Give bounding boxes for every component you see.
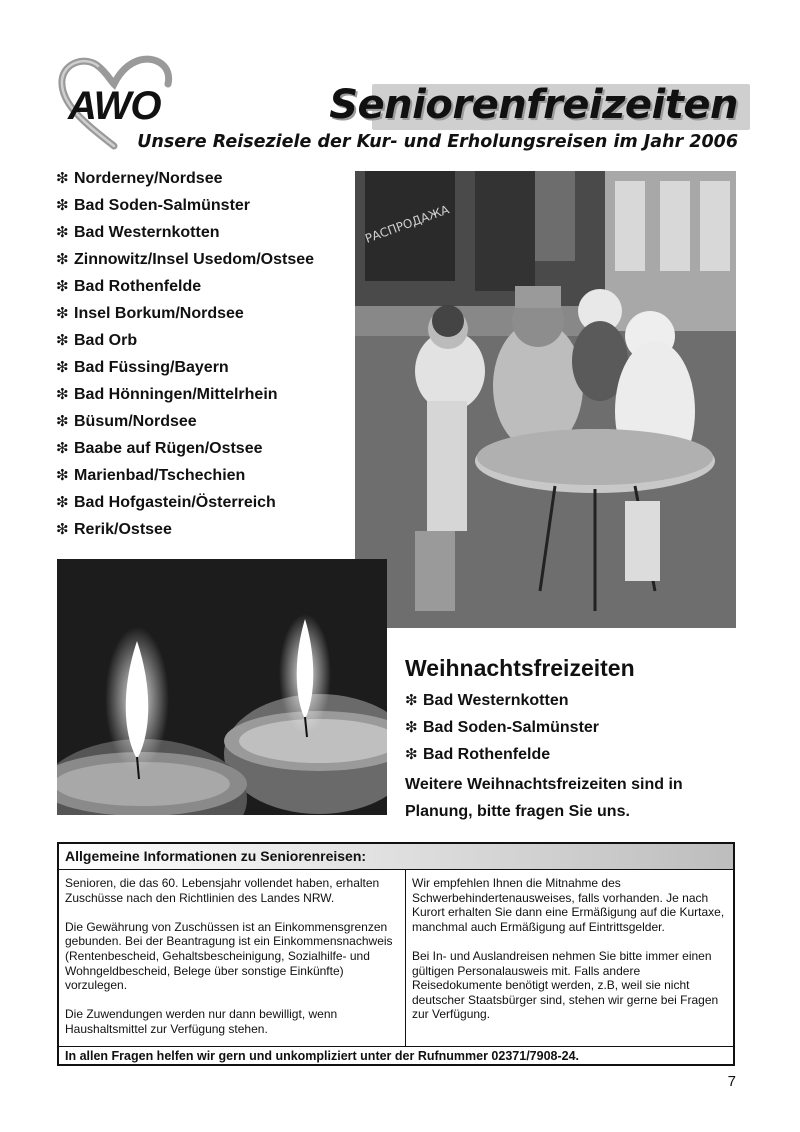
asterisk-icon: ❇ <box>56 224 69 241</box>
list-item <box>56 357 314 384</box>
info-paragraph: Senioren, die das 60. Lebensjahr vollendet haben, erhalten Zuschüsse nach den Richtlinien des Landes NRW. <box>65 876 380 905</box>
destination-name: Bad Füssing/Bayern <box>74 359 229 376</box>
asterisk-icon: ❇ <box>405 746 418 763</box>
list-item <box>56 303 314 330</box>
list-item <box>56 438 314 465</box>
asterisk-icon: ❇ <box>56 197 69 214</box>
asterisk-icon: ❇ <box>56 386 69 403</box>
asterisk-icon: ❇ <box>56 359 69 376</box>
info-paragraph: Bei In- und Auslandreisen nehmen Sie bitte immer einen gültigen Personalausweis mit. Falls andere Reisedokumente benötigt werden, z.B, weil sie nicht deutscher Staatsbürger sind, stehen wir gerne bei Fragen zur Verfügung. <box>412 948 719 1022</box>
list-item <box>56 492 314 519</box>
list-item <box>405 717 599 744</box>
info-heading: Allgemeine Informationen zu Seniorenreisen: <box>59 844 733 870</box>
destination-name: Marienbad/Tschechien <box>74 467 246 484</box>
list-item <box>405 744 599 771</box>
info-paragraph: Die Gewährung von Zuschüssen ist an Einkommensgrenzen gebunden. Bei der Beantragung ist ein Einkommensnachweis (Rentenbescheid, Gehaltsbescheinigung, Sozialhilfe- und Wohngeldbescheid, Belege über sonstige Einkünfte) vorzulegen. <box>65 919 393 993</box>
page-title: Seniorenfreizeiten <box>329 82 738 128</box>
destination-name: Bad Westernkotten <box>74 224 220 241</box>
christmas-list <box>405 690 599 771</box>
list-item <box>56 222 314 249</box>
seniors-photo-drawing <box>355 171 736 628</box>
list-item <box>56 330 314 357</box>
list-item <box>56 276 314 303</box>
asterisk-icon: ❇ <box>56 332 69 349</box>
asterisk-icon: ❇ <box>56 440 69 457</box>
destination-name: Baabe auf Rügen/Ostsee <box>74 440 263 457</box>
destination-name: Bad Orb <box>74 332 138 349</box>
destination-name: Rerik/Ostsee <box>74 521 172 538</box>
destination-name: Bad Rothenfelde <box>74 278 202 295</box>
destination-name: Büsum/Nordsee <box>74 413 197 430</box>
christmas-title: Weihnachtsfreizeiten <box>405 655 635 681</box>
asterisk-icon: ❇ <box>405 719 418 736</box>
seniors-photo <box>355 171 736 628</box>
destination-name: Norderney/Nordsee <box>74 170 223 187</box>
destination-name: Bad Soden-Salmünster <box>74 197 251 214</box>
page-number: 7 <box>727 1073 736 1090</box>
destination-list <box>56 168 314 546</box>
christmas-destination: Bad Soden-Salmünster <box>423 719 600 736</box>
list-item <box>56 384 314 411</box>
info-left-column <box>59 870 406 1046</box>
asterisk-icon: ❇ <box>56 521 69 538</box>
asterisk-icon: ❇ <box>56 413 69 430</box>
info-paragraph: Wir empfehlen Ihnen die Mitnahme des Schwerbehindertenausweises, falls vorhanden. Je nach Kurort erhalten Sie dann eine Ermäßigung auf die Kurtaxe, manchmal auch Ermäßigung auf Eintrittsgelder. <box>412 876 725 934</box>
asterisk-icon: ❇ <box>405 692 418 709</box>
asterisk-icon: ❇ <box>56 251 69 268</box>
destination-name: Zinnowitz/Insel Usedom/Ostsee <box>74 251 315 268</box>
candles-photo-drawing <box>57 559 387 815</box>
destination-name: Insel Borkum/Nordsee <box>74 305 244 322</box>
asterisk-icon: ❇ <box>56 305 69 322</box>
info-right-column <box>406 870 733 1046</box>
list-item <box>56 249 314 276</box>
asterisk-icon: ❇ <box>56 494 69 511</box>
christmas-note: Weitere Weihnachtsfreizeiten sind in Planung, bitte fragen Sie uns. <box>405 776 683 820</box>
asterisk-icon: ❇ <box>56 278 69 295</box>
info-table <box>57 842 735 1066</box>
christmas-destination: Bad Westernkotten <box>423 692 569 709</box>
page-subtitle: Unsere Reiseziele der Kur- und Erholungsreisen im Jahr 2006 <box>137 132 738 152</box>
list-item <box>405 690 599 717</box>
info-footer: In allen Fragen helfen wir gern und unkompliziert unter der Rufnummer 02371/7908-24. <box>59 1046 733 1064</box>
christmas-destination: Bad Rothenfelde <box>423 746 551 763</box>
shop-sign: РАСПРОДАЖА <box>363 202 451 246</box>
asterisk-icon: ❇ <box>56 467 69 484</box>
destination-name: Bad Hofgastein/Österreich <box>74 494 276 511</box>
asterisk-icon: ❇ <box>56 170 69 187</box>
list-item <box>56 411 314 438</box>
logo-text: AWO <box>68 84 161 128</box>
destination-name: Bad Hönningen/Mittelrhein <box>74 386 278 403</box>
candles-photo <box>57 559 387 815</box>
list-item <box>56 465 314 492</box>
list-item <box>56 519 314 546</box>
info-paragraph: Die Zuwendungen werden nur dann bewilligt, wenn Haushaltsmittel zur Verfügung stehen. <box>65 1007 338 1036</box>
list-item <box>56 168 314 195</box>
list-item <box>56 195 314 222</box>
